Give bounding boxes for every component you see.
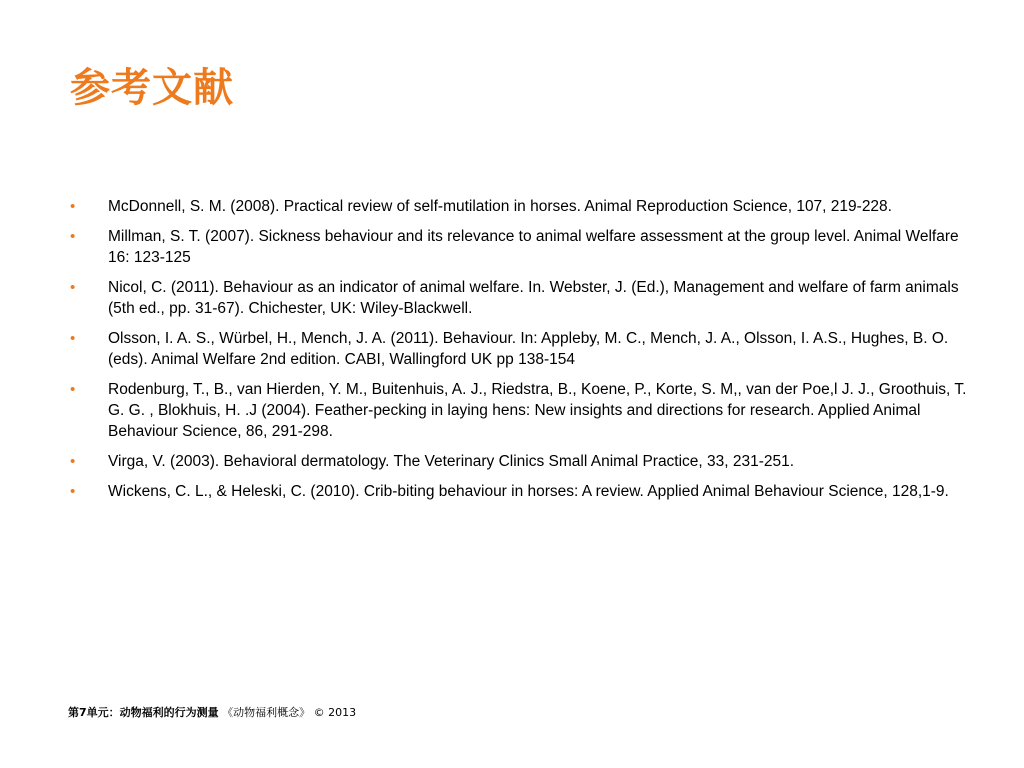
reference-text: Olsson, I. A. S., Würbel, H., Mench, J. A. (2011). Behaviour. In: Appleby, M. C., Mench, J. A., Olsson, I. A.S., Hughes, B. O. (eds). Animal Welfare 2nd edition. CABI, Wallingford UK pp 138-154: [108, 330, 949, 368]
slide-footer: [68, 705, 356, 721]
list-item: [70, 451, 970, 472]
list-item: [70, 196, 970, 217]
reference-text: McDonnell, S. M. (2008). Practical review of self-mutilation in horses. Animal Reproduction Science, 107, 219-228.: [108, 198, 892, 215]
bullet-icon: •: [70, 483, 76, 500]
bullet-icon: •: [70, 198, 76, 215]
footer-copyright: © 2013: [313, 706, 357, 719]
reference-text: Millman, S. T. (2007). Sickness behaviour and its relevance to animal welfare assessment at the group level. Animal Welfare 16: 123-125: [108, 228, 959, 266]
list-item: [70, 277, 970, 319]
page-title: 参考文献: [70, 65, 234, 111]
bullet-icon: •: [70, 330, 76, 347]
bullet-icon: •: [70, 279, 76, 296]
reference-text: Nicol, C. (2011). Behaviour as an indicator of animal welfare. In. Webster, J. (Ed.), Management and welfare of farm animals (5th ed., pp. 31-67). Chichester, UK: Wiley-Blackwell.: [108, 279, 959, 317]
footer-course-label: 《动物福利概念》: [222, 706, 311, 719]
footer-unit-label: 第7单元：动物福利的行为测量: [68, 706, 219, 719]
list-item: [70, 226, 970, 268]
reference-text: Wickens, C. L., & Heleski, C. (2010). Crib-biting behaviour in horses: A review. Applied Animal Behaviour Science, 128,1-9.: [108, 483, 949, 500]
list-item: [70, 379, 970, 442]
bullet-icon: •: [70, 453, 76, 470]
bullet-icon: •: [70, 228, 76, 245]
reference-list: [70, 196, 970, 511]
reference-text: Virga, V. (2003). Behavioral dermatology. The Veterinary Clinics Small Animal Practice, 33, 231-251.: [108, 453, 795, 470]
reference-text: Rodenburg, T., B., van Hierden, Y. M., Buitenhuis, A. J., Riedstra, B., Koene, P., Korte, S. M,, van der Poe,l J. J., Groothuis, T. G. G. , Blokhuis, H. .J (2004). Feather-pecking in laying hens: New insights and directions for research. Applied Animal Behaviour Science, 86, 291-298.: [108, 381, 967, 440]
list-item: [70, 328, 970, 370]
bullet-icon: •: [70, 381, 76, 398]
list-item: [70, 481, 970, 502]
